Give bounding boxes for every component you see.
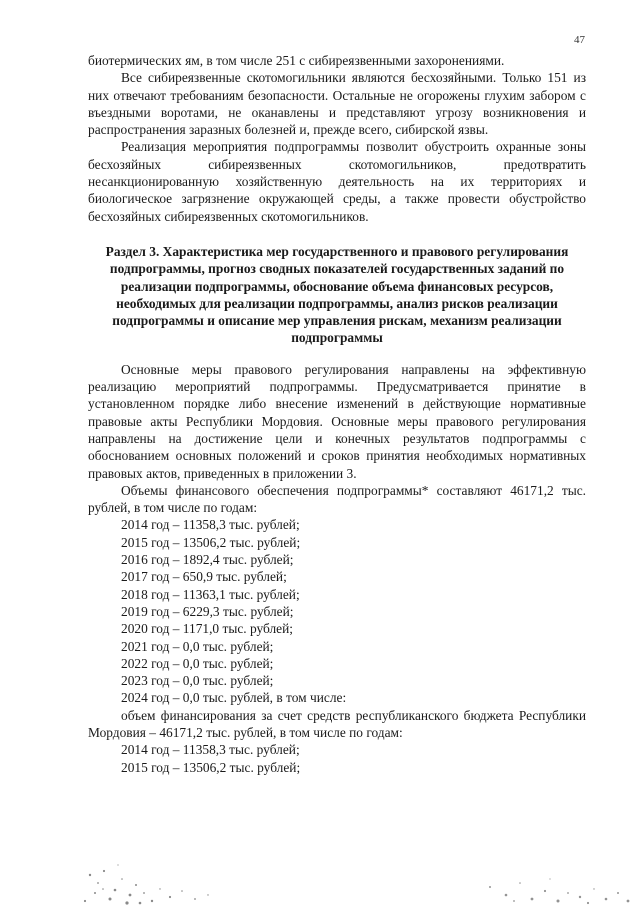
budget-paragraph: объем финансирования за счет средств республиканского бюджета Республики Мордовия – 46171,2 тыс. рублей, в том числе по годам: — [88, 707, 586, 740]
year-funding-line: 2018 год – 11363,1 тыс. рублей; — [121, 586, 300, 602]
section-heading: Раздел 3. Характеристика мер государственного и правового регулирования подпрограммы, прогноз сводных показателей государственных заданий по реализации подпрограммы, обоснование объема финансовых ресурсов, необходимых для реализации подпрограммы, анализ рисков реализации подпрограммы и описание мер управления рискам, механизм реализации подпрограммы — [105, 243, 569, 346]
paragraph: биотермических ям, в том числе 251 с сибиреязвенными захоронениями. — [88, 53, 505, 68]
page-content — [88, 52, 586, 776]
budget-by-year-list — [88, 741, 586, 776]
year-funding-line: 2021 год – 0,0 тыс. рублей; — [121, 638, 274, 654]
paragraph: Все сибиреязвенные скотомогильники являются бесхозяйными. Только 151 из них отвечают требованиям безопасности. Остальные не огорожены глухим забором с въездными воротами, не оканавлены и представляют угрозу возникновения и распространения заразных болезней и, прежде всего, сибирской язвы. — [88, 70, 586, 138]
year-funding-line: 2019 год – 6229,3 тыс. рублей; — [121, 603, 294, 619]
paragraph: Объемы финансового обеспечения подпрограммы* составляют 46171,2 тыс. рублей, в том числе по годам: — [88, 482, 586, 516]
year-funding-line: 2015 год – 13506,2 тыс. рублей; — [121, 759, 301, 775]
year-funding-line: 2014 год – 11358,3 тыс. рублей; — [121, 517, 300, 533]
scan-noise-bottom-right — [470, 795, 639, 905]
year-funding-line: 2014 год – 11358,3 тыс. рублей; — [121, 742, 300, 758]
year-funding-line: 2023 год – 0,0 тыс. рублей; — [121, 673, 274, 689]
funding-by-year-list — [88, 516, 586, 706]
year-funding-line: 2024 год – 0,0 тыс. рублей, в том числе: — [121, 690, 347, 706]
year-funding-line: 2022 год – 0,0 тыс. рублей; — [121, 655, 274, 671]
year-funding-line: 2020 год – 1171,0 тыс. рублей; — [121, 621, 293, 637]
regulation-paragraphs — [88, 361, 586, 517]
year-funding-line: 2016 год – 1892,4 тыс. рублей; — [121, 552, 294, 568]
page-number: 47 — [574, 34, 585, 46]
scan-noise-bottom-left — [70, 795, 270, 905]
year-funding-line: 2017 год – 650,9 тыс. рублей; — [121, 569, 287, 585]
year-funding-line: 2015 год – 13506,2 тыс. рублей; — [121, 534, 301, 550]
intro-paragraphs — [88, 52, 586, 225]
paragraph: Основные меры правового регулирования направлены на эффективную реализацию мероприятий подпрограммы. Предусматривается принятие в установленном порядке либо внесение изменений в действующие нормативные правовые акты Республики Мордовия. Основные меры правового регулирования направлены на достижение цели и конечных результатов подпрограммы с обоснованием основных положений и сроков принятия необходимых нормативных правовых актов, приведенных в приложении 3. — [88, 361, 586, 481]
paragraph: Реализация мероприятия подпрограммы позволит обустроить охранные зоны бесхозяйных сибиреязвенных скотомогильников, предотвратить несанкционированную хозяйственную деятельность на их территориях и биологическое загрязнение окружающей среды, а также провести обустройство бесхозяйных сибиреязвенных скотомогильников. — [88, 139, 586, 224]
